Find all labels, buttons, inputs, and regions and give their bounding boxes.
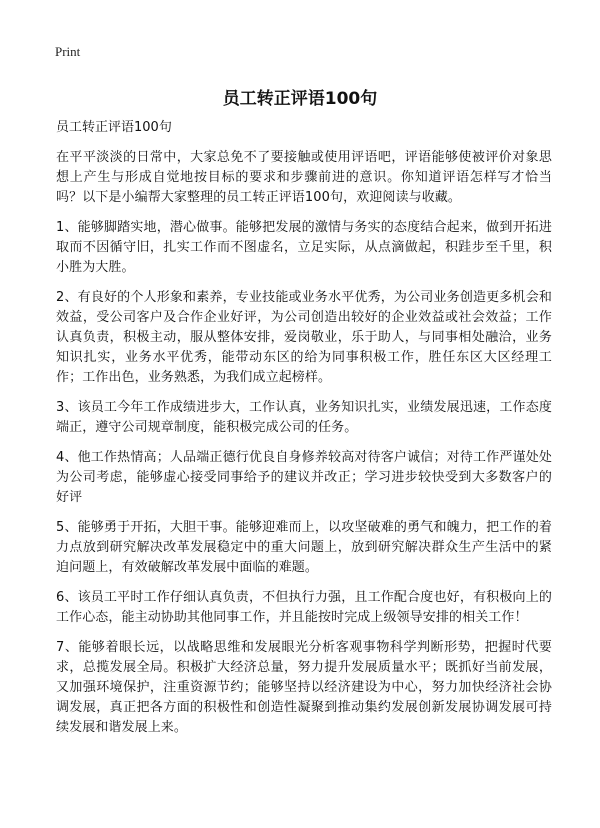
list-item: 5、能够勇于开拓，大胆干事。能够迎难而上，以攻坚破难的勇气和魄力，把工作的着力点放到研究解决改革发展稳定中的重大问题上，放到研究解决群众生产生活中的紧迫问题上，有效破解改革发展中面临的难题。 <box>56 520 552 575</box>
print-link[interactable]: Print <box>55 44 81 59</box>
list-item: 4、他工作热情高；人品端正德行优良自身修养较高对待客户诚信；对待工作严谨处处为公司考虑，能够虚心接受同事给予的建议并改正；学习进步较快受到大多数客户的好评 <box>56 450 552 505</box>
page-title: 员工转正评语100句 <box>222 89 378 109</box>
list-item: 3、该员工今年工作成绩进步大，工作认真，业务知识扎实，业绩发展迅速，工作态度端正，遵守公司规章制度，能积极完成公司的任务。 <box>56 400 552 435</box>
document-body <box>56 118 552 748</box>
document-subtitle: 员工转正评语100句 <box>56 120 172 135</box>
list-item: 1、能够脚踏实地，潜心做事。能够把发展的激情与务实的态度结合起来，做到开拓进取而不因循守旧，扎实工作而不图虚名，立足实际，从点滴做起，积跬步至千里，积小胜为大胜。 <box>56 220 552 275</box>
list-item: 7、能够着眼长远，以战略思维和发展眼光分析客观事物科学判断形势，把握时代要求，总揽发展全局。积极扩大经济总量，努力提升发展质量水平；既抓好当前发展，又加强环境保护，注重资源节约；能够坚持以经济建设为中心，努力加快经济社会协调发展，真正把各方面的积极性和创造性凝聚到推动集约发展创新发展协调发展可持续发展和谐发展上来。 <box>56 640 552 735</box>
list-item: 6、该员工平时工作仔细认真负责，不但执行力强，且工作配合度也好，有积极向上的工作心态，能主动协助其他同事工作，并且能按时完成上级领导安排的相关工作！ <box>56 590 552 625</box>
list-item: 2、有良好的个人形象和素养，专业技能或业务水平优秀，为公司业务创造更多机会和效益，受公司客户及合作企业好评，为公司创造出较好的企业效益或社会效益；工作认真负责，积极主动，服从整体安排，爱岗敬业，乐于助人，与同事相处融洽，业务知识扎实，业务水平优秀，能带动东区的给为同事积极工作，胜任东区大区经理工作；工作出色，业务熟悉，为我们成立起榜样。 <box>56 290 552 385</box>
intro-paragraph: 在平平淡淡的日常中，大家总免不了要接触或使用评语吧，评语能够使被评价对象思想上产生与形成自觉地按目标的要求和步骤前进的意识。你知道评语怎样写才恰当吗？以下是小编帮大家整理的员工转正评语100句，欢迎阅读与收藏。 <box>56 150 552 205</box>
